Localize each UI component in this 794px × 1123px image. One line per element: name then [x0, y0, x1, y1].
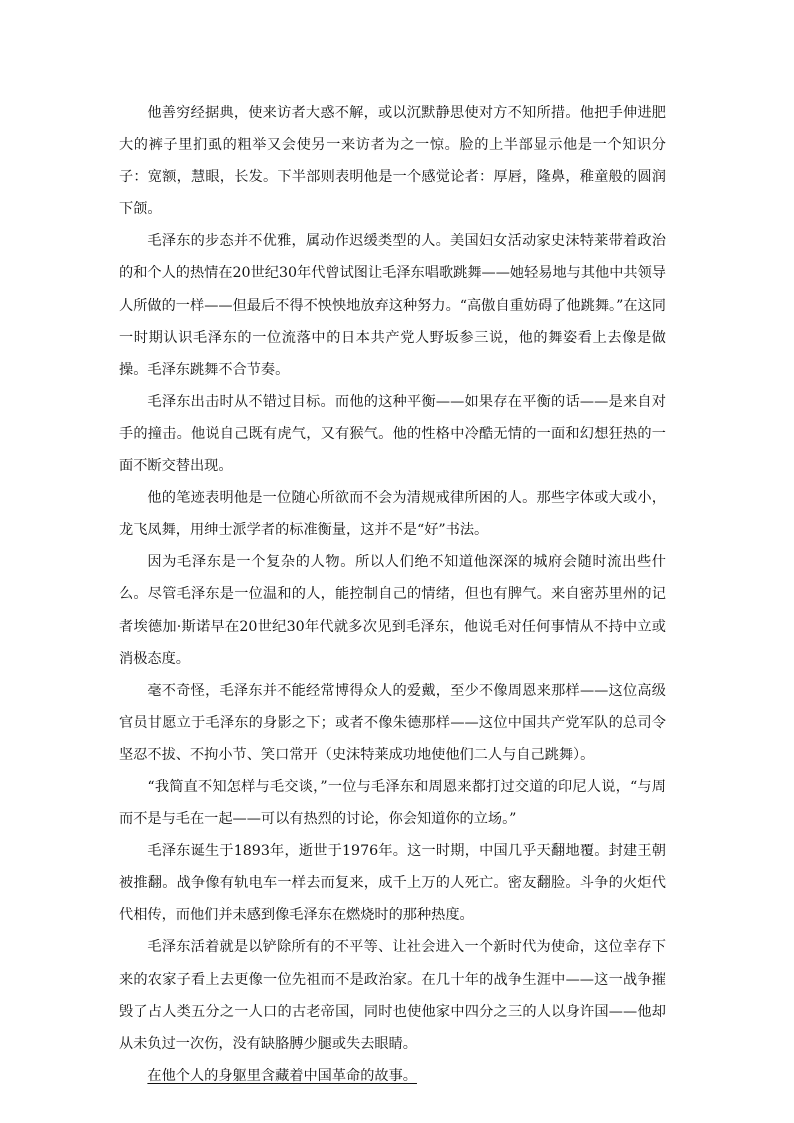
paragraph-3: 毛泽东出击时从不错过目标。而他的这种平衡——如果存在平衡的话——是来自对手的撞击。他说自己既有虎气，又有猴气。他的性格中冷酷无情的一面和幻想狂热的一面不断交替出现。	[119, 393, 666, 475]
paragraph-6: 毫不奇怪，毛泽东并不能经常博得众人的爱戴，至少不像周恩来那样——这位高级官员甘愿立于毛泽东的身影之下；或者不像朱德那样——这位中国共产党军队的总司令坚忍不拔、不拘小节、笑口常开（史沫特莱成功地使他们二人与自己跳舞）。	[119, 682, 666, 763]
paragraph-8: 毛泽东诞生于1893年，逝世于1976年。这一时期，中国几乎天翻地覆。封建王朝被推翻。战争像有轨电车一样去而复来，成千上万的人死亡。密友翻脸。斗争的火炬代代相传，而他们并未感到像毛泽东在燃烧时的那种热度。	[119, 843, 666, 924]
paragraph-7: “我简直不知怎样与毛交谈，”一位与毛泽东和周恩来都打过交道的印尼人说，“与周而不是与毛在一起——可以有热烈的讨论，你会知道你的立场。”	[119, 778, 666, 828]
paragraph-1: 他善穷经据典，使来访者大惑不解，或以沉默静思使对方不知所措。他把手伸进肥大的裤子里扪虱的粗举又会使另一来访者为之一惊。脸的上半部显示他是一个知识分子：宽额，慧眼，长发。下半部则表明他是一个感觉论者：厚唇，隆鼻，稚童般的圆润下颌。	[119, 105, 666, 218]
paragraph-9: 毛泽东活着就是以铲除所有的不平等、让社会进入一个新时代为使命，这位幸存下来的农家子看上去更像一位先祖而不是政治家。在几十年的战争生涯中——这一战争摧毁了占人类五分之一人口的古老帝国，同时也使他家中四分之三的人以身许国——他却从未负过一次伤，没有缺胳膊少腿或失去眼睛。	[119, 939, 666, 1052]
paragraph-5: 因为毛泽东是一个复杂的人物。所以人们绝不知道他深深的城府会随时流出些什么。尽管毛泽东是一位温和的人，能控制自己的情绪，但也有脾气。来自密苏里州的记者埃德加·斯诺早在20世纪30年代就多次见到毛泽东，他说毛对任何事情从不持中立或消极态度。	[119, 554, 666, 667]
paragraph-10-underlined	[119, 1060, 666, 1092]
underlined-closing-sentence: 在他个人的身躯里含藏着中国革命的故事。	[147, 1067, 417, 1084]
article-body	[119, 97, 666, 1092]
paragraph-4: 他的笔迹表明他是一位随心所欲而不会为清规戒律所困的人。那些字体或大或小，龙飞凤舞，用绅士派学者的标准衡量，这并不是“好”书法。	[119, 490, 666, 539]
paragraph-2: 毛泽东的步态并不优雅，属动作迟缓类型的人。美国妇女活动家史沫特莱带着政治的和个人的热情在20世纪30年代曾试图让毛泽东唱歌跳舞——她轻易地与其他中共领导人所做的一样——但最后不得不怏怏地放弃这种努力。“高傲自重妨碍了他跳舞。”在这同一时期认识毛泽东的一位流落中的日本共产党人野坂参三说，他的舞姿看上去像是做操。毛泽东跳舞不合节奏。	[119, 233, 666, 378]
